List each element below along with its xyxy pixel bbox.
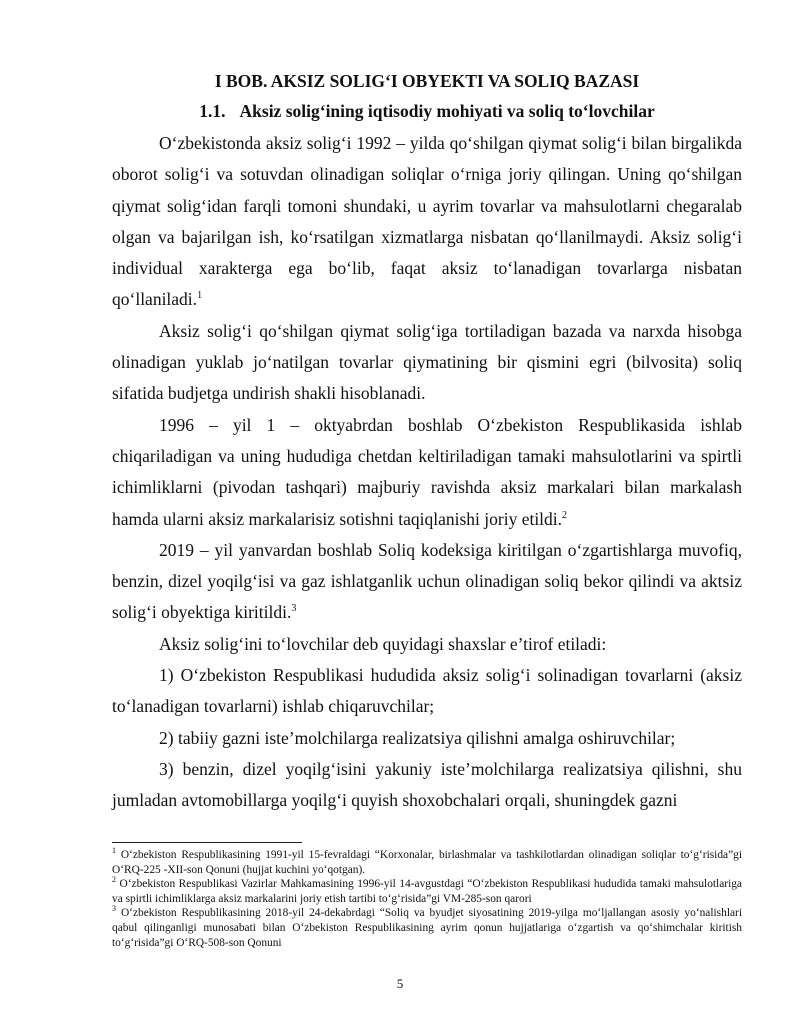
- footnote: [112, 848, 742, 877]
- footnote-text: O‘zbekiston Respublikasining 2018-yil 24-dekabrdagi “Soliq va byudjet siyosatining 2019-yilga mo‘ljallangan asosiy yo‘nalishlari qabul qilinganligi munosabati bilan O‘zbekiston Respublikasining ayrim qonun hujjatlariga o‘zgartish va qo‘shimchalar kiritish to‘g‘risida”gi O‘RQ-508-son Qonuni: [112, 907, 742, 949]
- footnote-ref[interactable]: 1: [197, 290, 203, 302]
- list-item: [112, 660, 742, 723]
- footnote-mark: 1: [112, 846, 116, 856]
- list-item-text: 1) O‘zbekiston Respublikasi hududida aksiz solig‘i solinadigan tovarlarni (aksiz to‘lanadigan tovarlarni) ishlab chiqaruvchilar;: [112, 665, 742, 717]
- paragraph: [112, 316, 742, 410]
- paragraph-text: Aksiz solig‘i qo‘shilgan qiymat solig‘iga tortiladigan bazada va narxda hisobga olinadigan yuklab jo‘natilgan tovarlar qiymatining bir qismini egri (bilvosita) soliq sifatida budjetga undirish shakli hisoblanadi.: [112, 320, 742, 404]
- paragraph: [112, 629, 742, 660]
- list-item-text: 3) benzin, dizel yoqilg‘isini yakuniy iste’molchilarga realizatsiya qilishni, shu jumladan avtomobillarga yoqilg‘i quyish shoxobchalari orqali, shuningdek gazni: [112, 758, 742, 811]
- paragraph: [112, 410, 742, 535]
- footnote-mark: 2: [112, 875, 116, 885]
- list-item: [112, 723, 742, 754]
- paragraph: [112, 535, 742, 629]
- footnote-mark: 3: [112, 904, 116, 914]
- paragraph-text: 2019 – yil yanvardan boshlab Soliq kodeksiga kiritilgan o‘zgartishlarga muvofiq, benzin, dizel yoqilg‘isi va gaz ishlatganlik uchun olinadigan soliq bekor qilindi va aktsiz solig‘i obyektiga kiritildi.: [112, 539, 742, 623]
- section-number: 1.1.: [199, 101, 226, 121]
- footnote-text: O‘zbekiston Respublikasining 1991-yil 15-fevraldagi “Korxonalar, birlashmalar va tashkilotlardan olinadigan soliqlar to‘g‘risida”gi O‘RQ-225 -XII-son Qonuni (hujjat kuchini yo‘qotgan).: [112, 849, 742, 876]
- chapter-title: I BOB. AKSIZ SOLIG‘I OBYEKTI VA SOLIQ BAZASI: [214, 71, 640, 91]
- footnote-text: O‘zbekiston Respublikasi Vazirlar Mahkamasining 1996-yil 14-avgustdagi “O‘zbekiston Respublikasi hududida tamaki mahsulotlariga va spirtli ichimliklarga aksiz markalarini joriy etish tartibi to‘g‘risida”gi VM-285-son qarori: [112, 878, 742, 905]
- footnote: [112, 906, 742, 950]
- list-item: [112, 754, 742, 817]
- section-title: Aksiz solig‘ining iqtisodiy mohiyati va soliq to‘lovchilar: [239, 101, 655, 121]
- paragraph-text: 1996 – yil 1 – oktyabrdan boshlab O‘zbekiston Respublikasida ishlab chiqariladigan va uning hududiga chetdan keltiriladigan tamaki mahsulotlarini va spirtli ichimliklarni (pivodan tashqari) majburiy ravishda aksiz markalari bilan markalash hamda ularni aksiz markalarisiz sotishni taqiqlanishi joriy etildi.: [112, 414, 742, 529]
- footnote-ref[interactable]: 2: [562, 509, 568, 521]
- paragraph: [112, 128, 742, 316]
- section-heading: [112, 100, 742, 122]
- page-number: 5: [396, 976, 404, 991]
- footnotes: [112, 848, 742, 950]
- list-item-text: 2) tabiiy gazni iste’molchilarga realizatsiya qilishni amalga oshiruvchilar;: [159, 727, 676, 748]
- footnote-separator: [112, 842, 302, 843]
- paragraph-text: O‘zbekistonda aksiz solig‘i 1992 – yilda qo‘shilgan qiymat solig‘i bilan birgalikda oborot solig‘i va sotuvdan olinadigan soliqlar o‘rniga joriy qilingan. Uning qo‘shilgan qiymat solig‘idan farqli tomoni shundaki, u ayrim tovarlar va mahsulotlarni chegaralab olgan va bajarilgan ish, ko‘rsatilgan xizmatlarga nisbatan qo‘llanilmaydi. Aksiz solig‘i individual xarakterga ega bo‘lib, faqat aksiz to‘lanadigan tovarlarga nisbatan qo‘llaniladi.: [112, 133, 742, 310]
- page-body: [112, 70, 742, 817]
- footnote: [112, 877, 742, 906]
- footnote-ref[interactable]: 3: [291, 603, 297, 615]
- paragraph-text: Aksiz solig‘ini to‘lovchilar deb quyidagi shaxslar e’tirof etiladi:: [159, 633, 607, 654]
